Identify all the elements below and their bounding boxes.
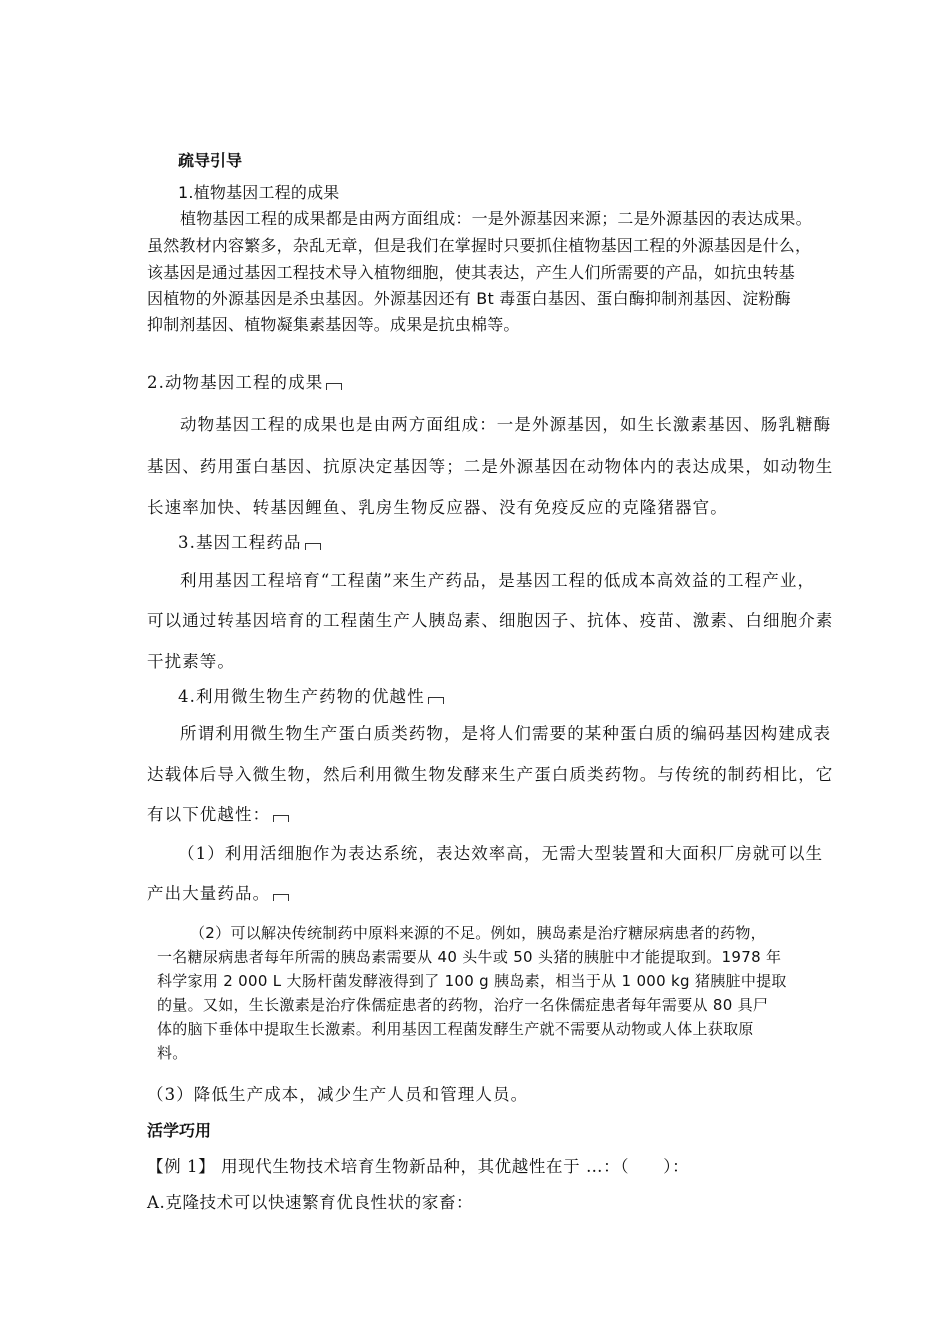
section-heading-gene-drugs: 3.基因工程药品 — [178, 532, 321, 554]
point-2-line: 料。 — [157, 1044, 188, 1062]
point-3-line: （3）降低生产成本，减少生产人员和管理人员。 — [147, 1085, 529, 1104]
point-1-line: （1）利用活细胞作为表达系统，表达效率高，无需大型装置和大面积厂房就可以生 — [178, 844, 824, 863]
paragraph-line: 抑制剂基因、植物凝集素基因等。成果是抗虫棉等。 — [147, 315, 520, 334]
point-2-line: 科学家用 2 000 L 大肠杆菌发酵液得到了 100 g 胰岛素，相当于从 1 000 kg 猪胰脏中提取 — [157, 972, 787, 990]
point-2-line: 一名糖尿病患者每年所需的胰岛素需要从 40 头牛或 50 头猪的胰脏中才能提取到。1978 年 — [157, 948, 782, 966]
paragraph-mark — [273, 894, 289, 901]
paragraph-line: 虽然教材内容繁多，杂乱无章，但是我们在掌握时只要抓住植物基因工程的外源基因是什么， — [147, 236, 812, 255]
section-heading-animal-results: 2.动物基因工程的成果 — [147, 372, 342, 394]
paragraph-line: 该基因是通过基因工程技术导入植物细胞，使其表达，产生人们所需要的产品，如抗虫转基 — [147, 263, 796, 282]
paragraph-line: 可以通过转基因培育的工程菌生产人胰岛素、细胞因子、抗体、疫苗、激素、白细胞介素 — [147, 611, 834, 630]
paragraph-mark — [326, 383, 342, 390]
paragraph-mark — [305, 543, 321, 550]
option-a: A.克隆技术可以快速繁育优良性状的家畜： — [147, 1193, 474, 1212]
paragraph-line: 长速率加快、转基因鲤鱼、乳房生物反应器、没有免疫反应的克隆猪器官。 — [147, 498, 728, 517]
point-1-line: 产出大量药品。 — [147, 883, 289, 905]
paragraph-line: 因植物的外源基因是杀虫基因。外源基因还有 Bt 毒蛋白基因、蛋白酶抑制剂基因、淀粉酶 — [147, 289, 791, 308]
point-2-line: （2）可以解决传统制药中原料来源的不足。例如，胰岛素是治疗糖尿病患者的药物， — [190, 924, 766, 942]
paragraph-line: 有以下优越性： — [147, 804, 289, 826]
section-heading-practice: 活学巧用 — [147, 1121, 212, 1140]
paragraph-mark — [428, 697, 444, 704]
point-2-line: 体的脑下垂体中提取生长激素。利用基因工程菌发酵生产就不需要从动物或人体上获取原 — [157, 1020, 754, 1038]
paragraph-mark — [273, 815, 289, 822]
example-question: 【例 1】 用现代生物技术培育生物新品种，其优越性在于 …：（ ）： — [147, 1157, 690, 1176]
paragraph-line: 利用基因工程培育“工程菌”来生产药品，是基因工程的低成本高效益的工程产业， — [180, 571, 816, 590]
point-2-line: 的量。又如，生长激素是治疗侏儒症患者的药物，治疗一名侏儒症患者每年需要从 80 具尸 — [157, 996, 769, 1014]
paragraph-line: 植物基因工程的成果都是由两方面组成：一是外源基因来源；二是外源基因的表达成果。 — [180, 209, 812, 228]
paragraph-line: 动物基因工程的成果也是由两方面组成：一是外源基因，如生长激素基因、肠乳糖酶 — [180, 415, 832, 434]
subheading-plant-results: 1.植物基因工程的成果 — [178, 183, 340, 202]
paragraph-line: 所谓利用微生物生产蛋白质类药物，是将人们需要的某种蛋白质的编码基因构建成表 — [180, 724, 832, 743]
section-heading-guidance: 疏导引导 — [178, 151, 243, 170]
paragraph-line: 达载体后导入微生物，然后利用微生物发酵来生产蛋白质类药物。与传统的制药相比，它 — [147, 765, 834, 784]
section-heading-microbe-advantages: 4.利用微生物生产药物的优越性 — [178, 686, 444, 708]
paragraph-line: 基因、药用蛋白基因、抗原决定基因等；二是外源基因在动物体内的表达成果，如动物生 — [147, 457, 834, 476]
paragraph-line: 干扰素等。 — [147, 652, 235, 671]
